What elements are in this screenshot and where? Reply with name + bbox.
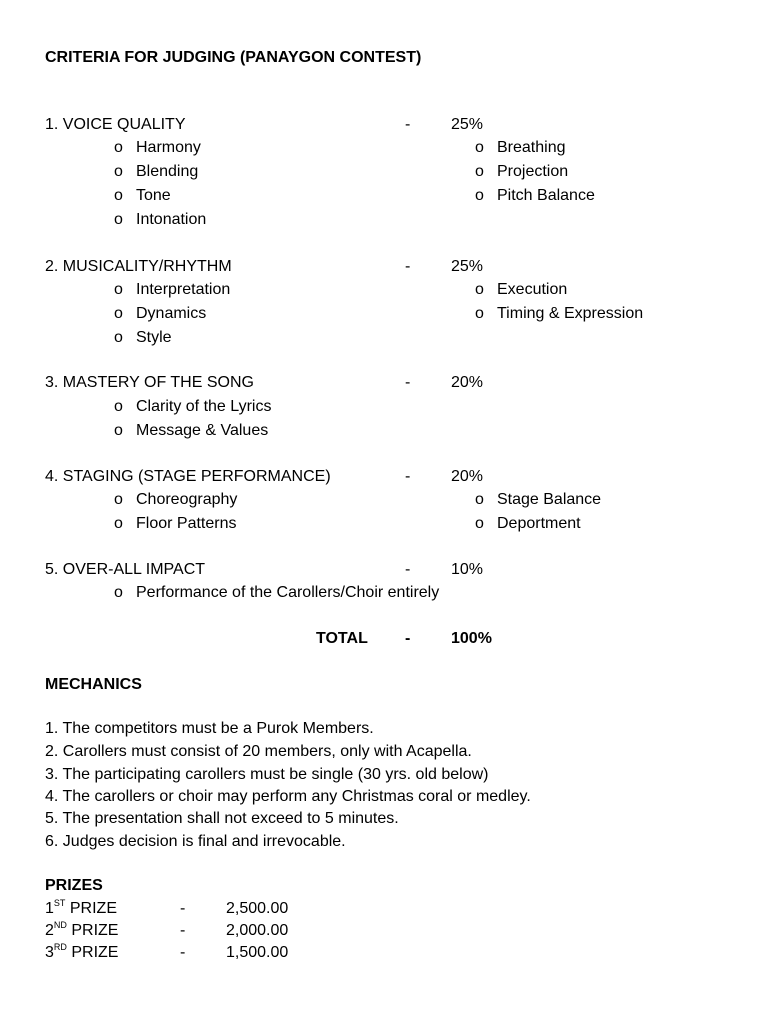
- mechanics-item: 5. The presentation shall not exceed to 5 minutes.: [45, 810, 399, 827]
- prize-text: PRIZE: [66, 944, 119, 961]
- sub-item: o Pitch Balance: [475, 186, 595, 206]
- criterion-dash: -: [405, 116, 411, 133]
- sub-item: o Breathing: [475, 138, 566, 158]
- mechanics-item: 2. Carollers must consist of 20 members, only with Acapella.: [45, 743, 472, 760]
- sub-item: o Tone: [114, 186, 171, 206]
- prize-number: 1: [45, 900, 54, 917]
- criterion-percent: 20%: [451, 468, 484, 485]
- prize-text: PRIZE: [66, 922, 119, 939]
- sub-item: o Choreography: [114, 490, 237, 510]
- prize-text: PRIZE: [65, 900, 117, 917]
- document-title: CRITERIA FOR JUDGING (PANAYGON CONTEST): [45, 49, 422, 66]
- prize-amount: 2,000.00: [226, 922, 289, 939]
- prize-label: [45, 899, 117, 919]
- sub-item: o Intonation: [114, 210, 206, 230]
- total-dash: -: [405, 630, 411, 647]
- sub-item: o Dynamics: [114, 304, 206, 324]
- sub-item: o Style: [114, 328, 172, 348]
- mechanics-heading: MECHANICS: [45, 676, 142, 693]
- criterion-dash: -: [405, 468, 411, 485]
- sub-item: o Stage Balance: [475, 490, 601, 510]
- criterion-percent: 20%: [451, 374, 484, 391]
- sub-item: o Floor Patterns: [114, 514, 236, 534]
- criterion-dash: -: [405, 374, 411, 391]
- criterion-label: 5. OVER-ALL IMPACT: [45, 561, 206, 578]
- prize-dash: -: [180, 922, 186, 939]
- sub-item: o Clarity of the Lyrics: [114, 397, 271, 417]
- criterion-percent: 25%: [451, 116, 484, 133]
- criterion-label: 3. MASTERY OF THE SONG: [45, 374, 254, 391]
- prize-amount: 2,500.00: [226, 900, 289, 917]
- criterion-label: 4. STAGING (STAGE PERFORMANCE): [45, 468, 331, 485]
- prize-label: [45, 943, 118, 963]
- prize-label: [45, 921, 118, 941]
- prize-dash: -: [180, 900, 186, 917]
- prize-number: 3: [45, 944, 54, 961]
- sub-item: o Performance of the Carollers/Choir entirely: [114, 583, 439, 603]
- prize-amount: 1,500.00: [226, 944, 289, 961]
- sub-item: o Interpretation: [114, 280, 230, 300]
- criterion-dash: -: [405, 561, 411, 578]
- sub-item: o Blending: [114, 162, 198, 182]
- mechanics-item: 3. The participating carollers must be single (30 yrs. old below): [45, 766, 489, 783]
- prizes-heading: PRIZES: [45, 877, 103, 894]
- sub-item: o Projection: [475, 162, 568, 182]
- total-label: TOTAL: [316, 630, 368, 647]
- sub-item: o Harmony: [114, 138, 201, 158]
- total-percent: 100%: [451, 630, 492, 647]
- sub-item: o Deportment: [475, 514, 581, 534]
- mechanics-item: 6. Judges decision is final and irrevocable.: [45, 833, 346, 850]
- criterion-percent: 10%: [451, 561, 484, 578]
- prize-ordinal: ND: [53, 919, 67, 930]
- criterion-label: 2. MUSICALITY/RHYTHM: [45, 258, 232, 275]
- prize-number: 2: [45, 922, 54, 939]
- mechanics-item: 4. The carollers or choir may perform any Christmas coral or medley.: [45, 788, 531, 805]
- mechanics-item: 1. The competitors must be a Purok Members.: [45, 720, 374, 737]
- criterion-percent: 25%: [451, 258, 484, 275]
- prize-dash: -: [180, 944, 186, 961]
- sub-item: o Execution: [475, 280, 567, 300]
- sub-item: o Timing & Expression: [475, 304, 643, 324]
- prize-ordinal: ST: [53, 897, 66, 908]
- criterion-dash: -: [405, 258, 411, 275]
- sub-item: o Message & Values: [114, 421, 268, 441]
- prize-ordinal: RD: [53, 941, 67, 952]
- criterion-label: 1. VOICE QUALITY: [45, 116, 186, 133]
